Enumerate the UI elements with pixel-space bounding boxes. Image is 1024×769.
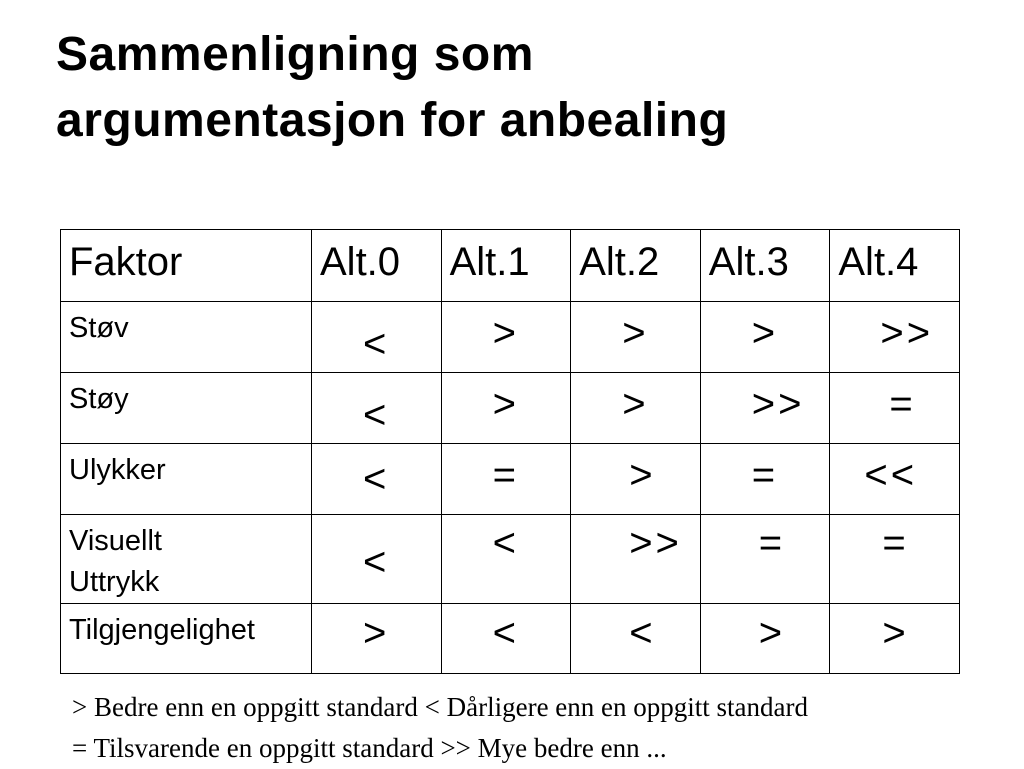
slide-title-line-2: argumentasjon for anbealing: [56, 94, 729, 147]
comparison-symbol: =: [882, 521, 909, 565]
header-label: Alt.1: [449, 240, 530, 284]
comparison-symbol: >>: [629, 521, 682, 565]
table-row: [61, 444, 960, 515]
comparison-symbol: <: [363, 457, 390, 501]
comparison-symbol: <: [492, 521, 519, 565]
comparison-symbol: >>: [880, 311, 934, 355]
header-label: Faktor: [69, 240, 183, 284]
header-cell-alt4: [830, 230, 960, 302]
comparison-symbol: >: [882, 611, 909, 655]
table-row: [61, 302, 960, 373]
header-cell-alt2: [571, 230, 701, 302]
value-cell: [441, 302, 571, 373]
value-cell: [441, 373, 571, 444]
comparison-symbol: =: [492, 453, 519, 497]
legend-line-1: > Bedre enn en oppgitt standard < Dårligere enn en oppgitt standard: [72, 692, 808, 722]
comparison-table: [60, 229, 960, 674]
factor-cell: [61, 515, 312, 604]
table-header-row: [61, 230, 960, 302]
header-cell-alt1: [441, 230, 571, 302]
header-label: Alt.3: [708, 240, 789, 284]
table-row: [61, 373, 960, 444]
comparison-symbol: >: [751, 311, 779, 355]
comparison-symbol: <: [363, 540, 390, 584]
value-cell: [441, 604, 571, 674]
comparison-symbol: =: [751, 453, 779, 497]
factor-cell: [61, 604, 312, 674]
factor-label-line-2: Uttrykk: [69, 566, 160, 598]
value-cell: [571, 302, 701, 373]
header-cell-alt3: [700, 230, 830, 302]
factor-label: Støv: [69, 312, 129, 344]
factor-cell: [61, 444, 312, 515]
factor-label-line-1: Visuellt: [69, 525, 162, 557]
comparison-symbol: <<: [864, 453, 918, 497]
factor-cell: [61, 302, 312, 373]
header-label: Alt.4: [838, 240, 919, 284]
factor-label: Ulykker: [69, 454, 166, 486]
comparison-symbol: =: [758, 521, 786, 565]
value-cell: [312, 444, 442, 515]
comparison-symbol: >: [622, 311, 649, 355]
comparison-symbol: >: [492, 311, 519, 355]
comparison-symbol: >: [622, 382, 649, 426]
factor-label: Støy: [69, 383, 129, 415]
comparison-symbol: <: [629, 611, 656, 655]
slide-title: [56, 22, 1016, 154]
legend: [72, 687, 808, 769]
value-cell: [571, 604, 701, 674]
value-cell: [700, 444, 830, 515]
value-cell: [700, 373, 830, 444]
comparison-symbol: =: [889, 382, 916, 426]
value-cell: [830, 373, 960, 444]
factor-label: Tilgjengelighet: [69, 614, 255, 646]
value-cell: [312, 373, 442, 444]
legend-line-2: = Tilsvarende en oppgitt standard >> Mye bedre enn ...: [72, 733, 667, 763]
value-cell: [830, 302, 960, 373]
header-cell-factor: [61, 230, 312, 302]
table-row: [61, 515, 960, 604]
comparison-symbol: <: [363, 322, 390, 366]
value-cell: [830, 604, 960, 674]
value-cell: [830, 515, 960, 604]
header-label: Alt.2: [579, 240, 660, 284]
value-cell: [571, 515, 701, 604]
value-cell: [830, 444, 960, 515]
comparison-symbol: >: [758, 611, 786, 655]
value-cell: [312, 515, 442, 604]
value-cell: [441, 515, 571, 604]
value-cell: [700, 604, 830, 674]
header-cell-alt0: [312, 230, 442, 302]
value-cell: [312, 302, 442, 373]
slide-title-line-1: Sammenligning som: [56, 28, 534, 81]
comparison-symbol: <: [492, 611, 519, 655]
comparison-symbol: >: [363, 611, 390, 655]
header-label: Alt.0: [320, 240, 401, 284]
value-cell: [441, 444, 571, 515]
value-cell: [312, 604, 442, 674]
comparison-symbol: >: [492, 382, 519, 426]
comparison-symbol: >: [629, 453, 656, 497]
value-cell: [700, 515, 830, 604]
factor-cell: [61, 373, 312, 444]
value-cell: [571, 444, 701, 515]
table-row: [61, 604, 960, 674]
comparison-symbol: <: [363, 393, 390, 437]
value-cell: [571, 373, 701, 444]
value-cell: [700, 302, 830, 373]
comparison-symbol: >>: [751, 382, 805, 426]
